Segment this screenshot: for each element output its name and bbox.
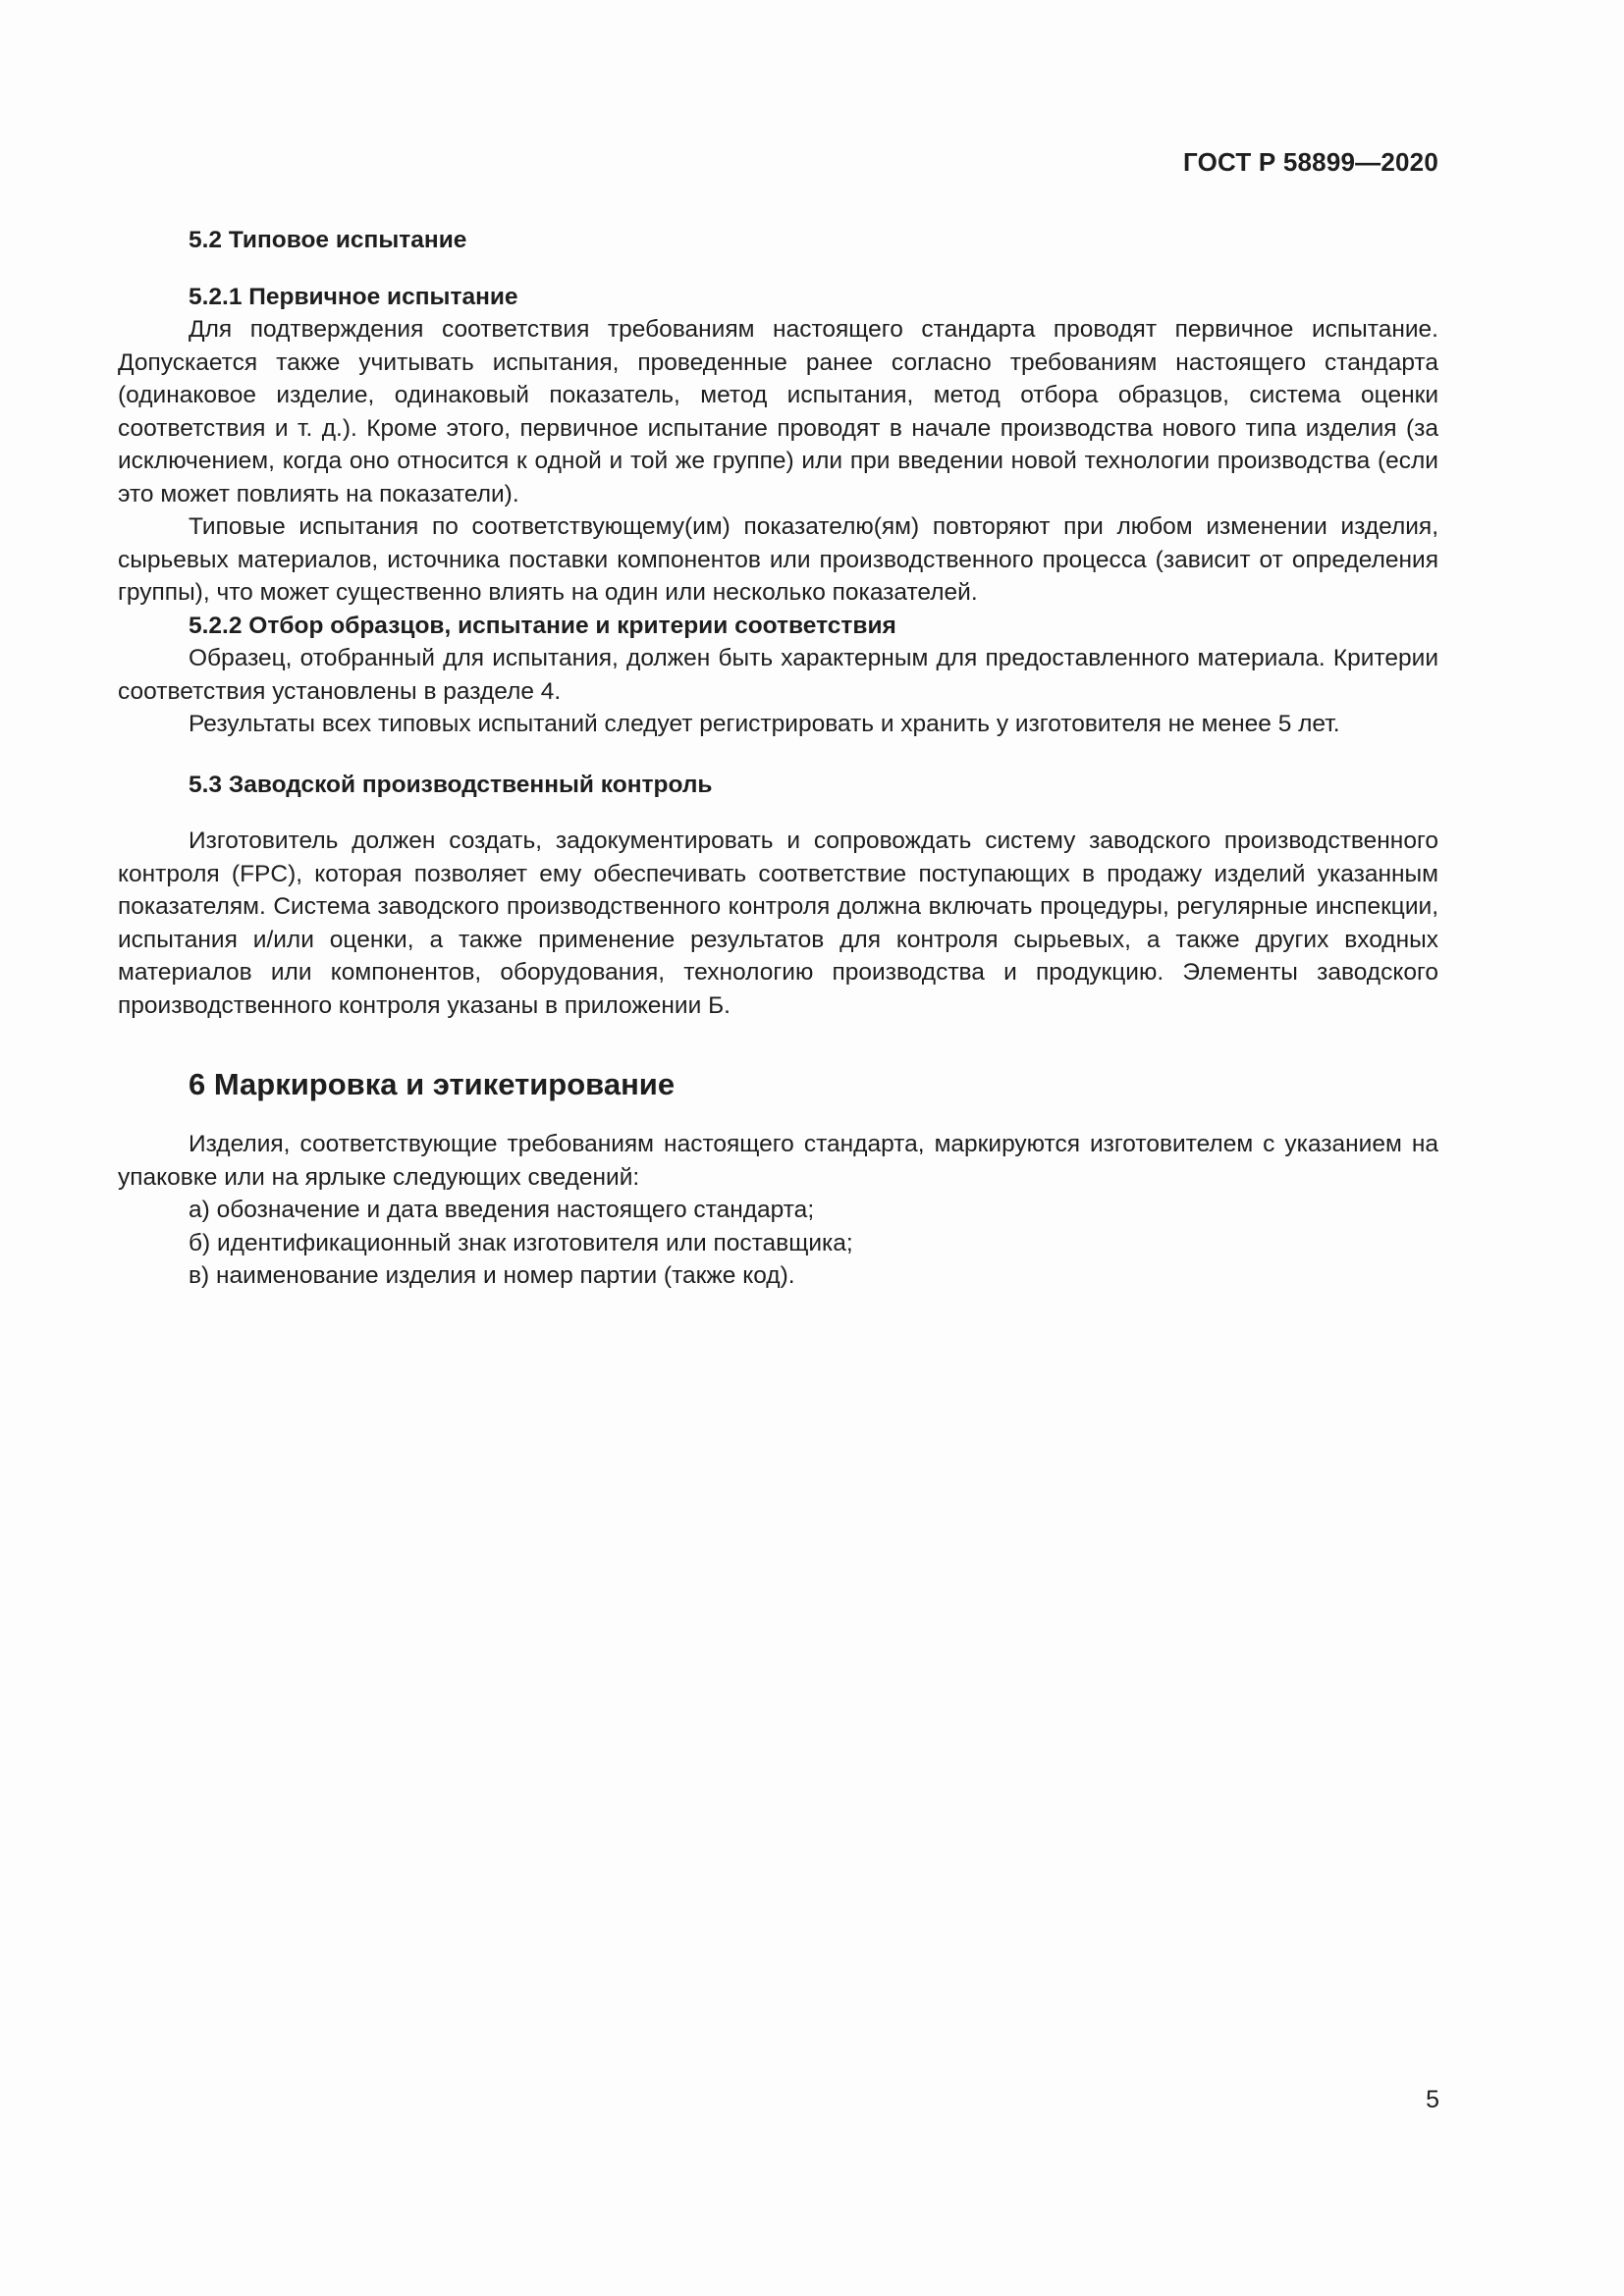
document-code-header: ГОСТ Р 58899—2020 xyxy=(1183,147,1438,177)
section-5-2-2-paragraph-2: Результаты всех типовых испытаний следует регистрировать и хранить у изготовителя не менее 5 лет. xyxy=(189,711,1340,737)
section-5-2-title: 5.2 Типовое испытание xyxy=(189,227,467,253)
page-number: 5 xyxy=(1426,2086,1439,2113)
section-6-list-item: а) обозначение и дата введения настоящего стандарта; xyxy=(189,1197,815,1223)
section-6-list-item: б) идентификационный знак изготовителя или поставщика; xyxy=(189,1229,853,1256)
document-body xyxy=(118,224,1438,1293)
section-5-3-title: 5.3 Заводской производственный контроль xyxy=(189,771,713,798)
section-5-2-1-title: 5.2.1 Первичное испытание xyxy=(189,283,518,310)
section-6-list-item: в) наименование изделия и номер партии (также код). xyxy=(189,1262,795,1289)
section-5-2-1-paragraph-2: Типовые испытания по соответствующему(им) показателю(ям) повторяют при любом изменении изделия, сырьевых материалов, источника поставки компонентов или производственного процесса (зависит от определения группы), что может существенно влиять на один или несколько показателей. xyxy=(118,513,1438,606)
section-5-2-1-paragraph-1: Для подтверждения соответствия требованиям настоящего стандарта проводят первичное испытание. Допускается также учитывать испытания, проведенные ранее согласно требованиям настоящего стандарта (одинаковое изделие, одинаковый показатель, метод испытания, метод отбора образцов, система оценки соответствия и т. д.). Кроме этого, первичное испытание проводят в начале производства нового типа изделия (за исключением, когда оно относится к одной и той же группе) или при введении новой технологии производства (если это может повлиять на показатели). xyxy=(118,316,1438,507)
section-5-3-paragraph: Изготовитель должен создать, задокументировать и сопровождать систему заводского производственного контроля (FPC), которая позволяет ему обеспечивать соответствие поступающих в продажу изделий указанным показателям. Система заводского производственного контроля должна включать процедуры, регулярные инспекции, испытания и/или оценки, а также применение результатов для контроля сырьевых, а также других входных материалов или компонентов, оборудования, технологию производства и продукцию. Элементы заводского производственного контроля указаны в приложении Б. xyxy=(118,828,1438,1019)
section-6-intro: Изделия, соответствующие требованиям настоящего стандарта, маркируются изготовителем с указанием на упаковке или на ярлыке следующих сведений: xyxy=(118,1131,1438,1191)
section-5-2-2-paragraph-1: Образец, отобранный для испытания, должен быть характерным для предоставленного материала. Критерии соответствия установлены в разделе 4. xyxy=(118,645,1438,705)
section-5-2-2-title: 5.2.2 Отбор образцов, испытание и критерии соответствия xyxy=(189,612,896,639)
section-6-title: 6 Маркировка и этикетирование xyxy=(189,1067,676,1101)
